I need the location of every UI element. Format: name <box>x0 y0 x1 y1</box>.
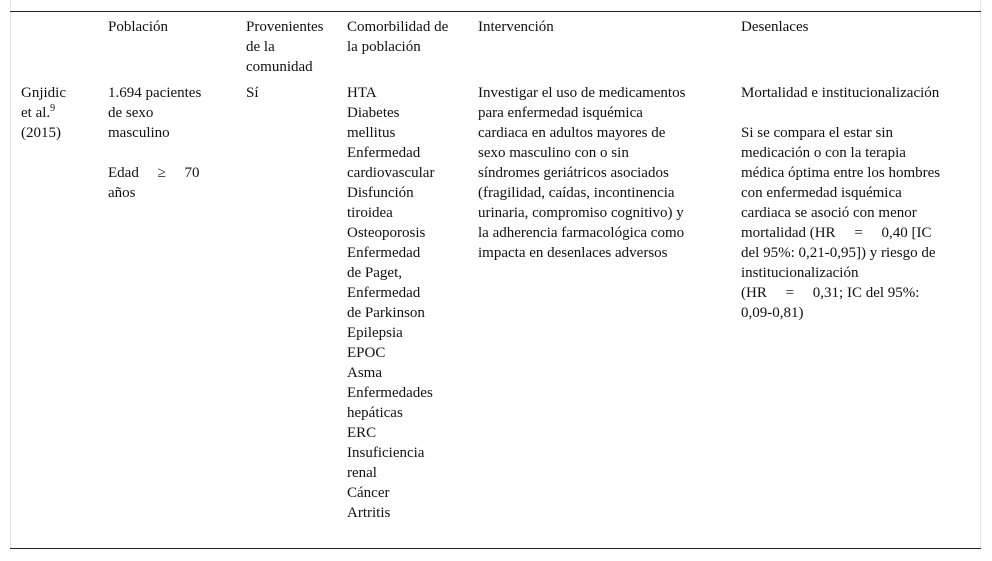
list-item: Disfunción <box>347 185 414 201</box>
list-item: HTA <box>347 85 377 101</box>
cell-population: 1.694 pacientes de sexo masculino Edad ≥ 70 años <box>108 85 202 201</box>
list-item: Osteoporosis <box>347 225 426 241</box>
cell-study <box>21 83 66 143</box>
header-population: Población <box>108 19 168 35</box>
list-item: tiroidea <box>347 205 393 221</box>
cell-outcomes: Mortalidad e institucionalización Si se compara el estar sin medicación o con la terapia médica óptima entre los hombres con enfermedad isquémica cardiaca se asoció con menor mortalidad (HR = 0,40 [IC del 95%: 0,21-0,95]) y riesgo de institucionalización (HR = 0,31; IC del 95%: 0,09-0,81) <box>741 85 941 321</box>
list-item: Insuficiencia <box>347 445 425 461</box>
list-item: EPOC <box>347 345 386 361</box>
list-item: Artritis <box>347 505 391 521</box>
list-item: Enfermedades <box>347 385 433 401</box>
list-item: de Paget, <box>347 265 402 281</box>
study-author: Gnjidic <box>21 85 66 101</box>
reference-link[interactable]: 9 <box>50 103 56 114</box>
list-item: Enfermedad <box>347 145 421 161</box>
outcomes-title: Mortalidad e institucionalización <box>741 85 940 101</box>
table-bottom-rule <box>10 548 981 549</box>
list-item: renal <box>347 465 377 481</box>
list-item: hepáticas <box>347 405 403 421</box>
study-year: (2015) <box>21 125 61 141</box>
list-item: Epilepsia <box>347 325 403 341</box>
list-item: mellitus <box>347 125 396 141</box>
list-item: Diabetes <box>347 105 400 121</box>
list-item: Asma <box>347 365 382 381</box>
header-intervention: Intervención <box>478 19 554 35</box>
list-item: Enfermedad <box>347 285 421 301</box>
header-comorbidity: Comorbilidad de la población <box>347 19 449 55</box>
list-item: Cáncer <box>347 485 390 501</box>
cell-intervention: Investigar el uso de medicamentos para enfermedad isquémica cardiaca en adultos mayores de sexo masculino con o sin síndromes geriátricos asociados (fragilidad, caídas, incontinencia urinaria, compromiso cognitivo) y la adherencia farmacológica como impacta en desenlaces adversos <box>478 85 686 261</box>
header-community: Provenientes de la comunidad <box>246 19 324 75</box>
cell-comorbidities <box>347 83 434 523</box>
list-item: cardiovascular <box>347 165 435 181</box>
list-item: Enfermedad <box>347 245 421 261</box>
header-outcomes: Desenlaces <box>741 19 809 35</box>
list-item: de Parkinson <box>347 305 425 321</box>
list-item: ERC <box>347 425 377 441</box>
study-etal: et al.$^9$ <box>21 103 56 121</box>
cell-community: Sí <box>246 85 259 101</box>
table-top-rule <box>10 11 981 12</box>
